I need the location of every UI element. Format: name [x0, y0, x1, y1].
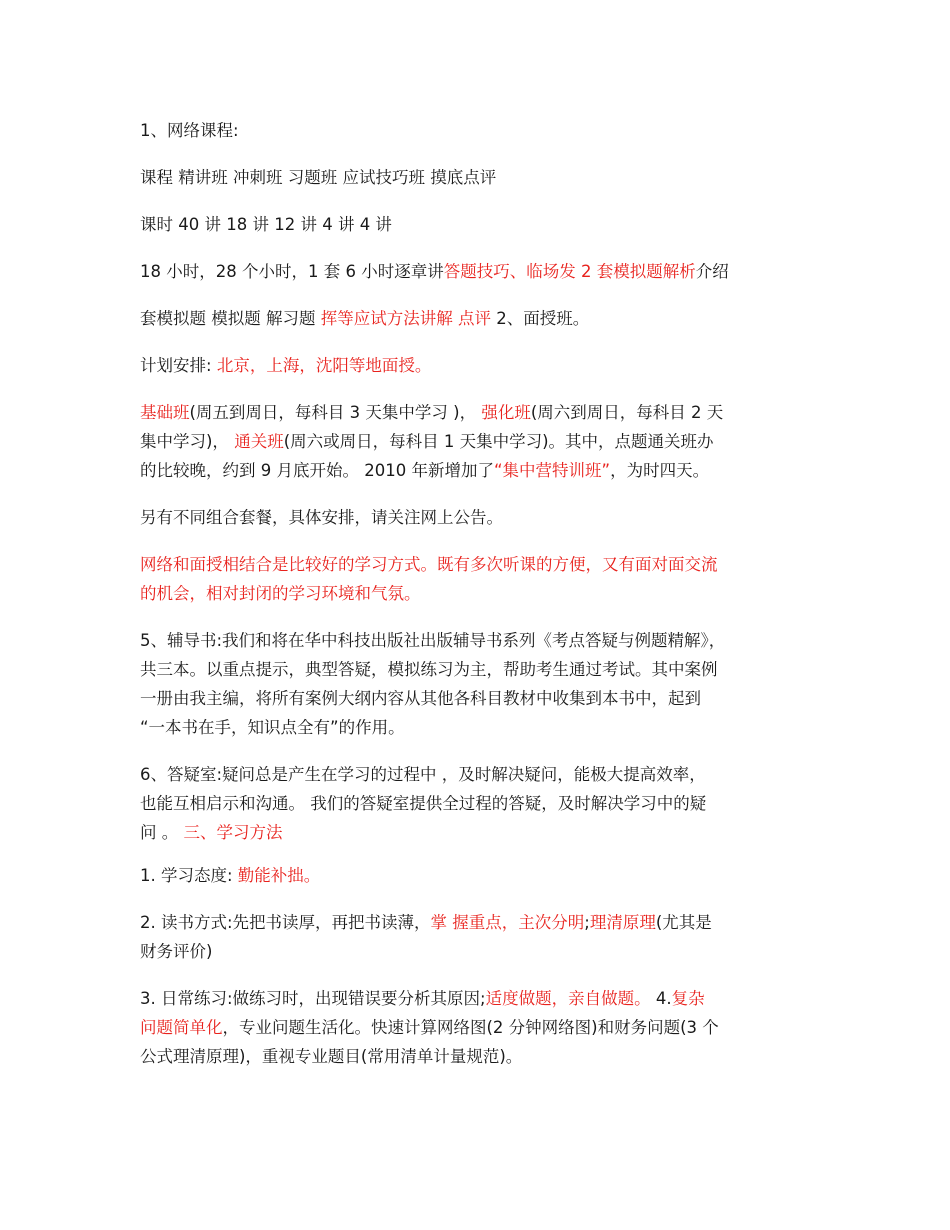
paragraph-line	[140, 456, 820, 485]
text-segment: 套模拟题 模拟题 解习题	[140, 309, 321, 328]
paragraph-line: 的机会，相对封闭的学习环境和气氛。	[140, 584, 421, 603]
text-segment: 介绍	[695, 262, 729, 281]
text-segment: 计划安排:	[140, 356, 217, 375]
course-hours-line	[140, 210, 820, 239]
highlight-text: 答题技巧、临场发 2 套模拟题解析	[443, 262, 696, 281]
course-detail-line-2	[140, 304, 820, 333]
qa-room-paragraph	[140, 760, 820, 847]
paragraph-line	[140, 398, 820, 427]
paragraph-line: 网络和面授相结合是比较好的学习方式。既有多次听课的方便，又有面对面交流	[140, 555, 718, 574]
text-segment: (周六或周日，每科目 1 天集中学习)。其中，点题通关班办	[283, 432, 714, 451]
text-segment: 集中学习)，	[140, 432, 235, 451]
section-heading-study-methods: 三、学习方法	[183, 823, 283, 842]
course-hours-text: 课时 40 讲 18 讲 12 讲 4 讲 4 讲	[140, 215, 392, 234]
schedule-plan	[140, 351, 820, 380]
text-segment: (尤其是	[655, 913, 712, 932]
highlight-text: 勤能补拙。	[237, 866, 321, 885]
paragraph-line	[140, 818, 820, 847]
course-types-text: 课程 精讲班 冲刺班 习题班 应试技巧班 摸底点评	[140, 168, 497, 187]
highlight-text: “集中营特训班”	[493, 461, 611, 480]
learning-mode-paragraph	[140, 550, 820, 608]
text-segment: (周六到周日，每科目 2 天	[530, 403, 724, 422]
paragraph-line	[140, 984, 820, 1013]
text-segment: 1. 学习态度:	[140, 866, 238, 885]
package-note	[140, 503, 820, 532]
highlight-text: 挥等应试方法讲解 点评	[320, 309, 491, 328]
paragraph-line: 一册由我主编，将所有案例大纲内容从其他各科目教材中收集到本书中，起到	[140, 689, 701, 708]
text-segment: 3. 日常练习:做练习时，出现错误要分析其原因;	[140, 989, 486, 1008]
highlight-text: 通关班	[234, 432, 284, 451]
course-types-line	[140, 163, 820, 192]
highlight-text: 问题简单化	[140, 1018, 223, 1037]
highlight-text: 北京，上海，沈阳等地面授。	[216, 356, 432, 375]
text-segment: ，专业问题生活化。快速计算网络图(2 分钟网络图)和财务问题(3 个	[222, 1018, 719, 1037]
paragraph-line: 6、答疑室:疑问总是产生在学习的过程中 ，及时解决疑问，能极大提高效率，	[140, 765, 706, 784]
highlight-text: 基础班	[140, 403, 190, 422]
text-segment: 4.	[650, 989, 672, 1008]
highlight-text: 复杂	[671, 989, 705, 1008]
class-types-paragraph	[140, 398, 820, 485]
text-segment: (周五到周日，每科目 3 天集中学习 )，	[189, 403, 482, 422]
text-segment: 问 。	[140, 823, 184, 842]
heading-text: 1、网络课程:	[140, 121, 239, 140]
text-segment: 18 小时，28 个小时，1 套 6 小时逐章讲	[140, 262, 444, 281]
text-segment: ，为时四天。	[610, 461, 710, 480]
heading-online-courses	[140, 116, 820, 145]
paragraph-line: 公式理清原理)，重视专业题目(常用清单计量规范)。	[140, 1047, 523, 1066]
paragraph-line: “一本书在手，知识点全有”的作用。	[140, 718, 405, 737]
daily-practice-paragraph	[140, 984, 820, 1071]
reading-method-paragraph	[140, 908, 820, 966]
highlight-text: 适度做题，亲自做题。	[485, 989, 651, 1008]
paragraph-line	[140, 908, 820, 937]
paragraph-line: 也能互相启示和沟通。 我们的答疑室提供全过程的答疑，及时解决学习中的疑	[140, 794, 707, 813]
text-segment: ;	[584, 913, 590, 932]
text-segment: 2、面授班。	[491, 309, 590, 328]
paragraph-line	[140, 1013, 820, 1042]
guide-books-paragraph	[140, 626, 820, 742]
course-detail-line	[140, 257, 820, 286]
text-segment: 2. 读书方式:先把书读厚，再把书读薄，	[140, 913, 431, 932]
study-attitude	[140, 861, 820, 890]
paragraph-line	[140, 427, 820, 456]
paragraph-line: 共三本。以重点提示，典型答疑，模拟练习为主，帮助考生通过考试。其中案例	[140, 660, 718, 679]
paragraph-line: 5、辅导书:我们和将在华中科技出版社出版辅导书系列《考点答疑与例题精解》，	[140, 631, 726, 650]
highlight-text: 理清原理	[589, 913, 656, 932]
highlight-text: 强化班	[481, 403, 531, 422]
highlight-text: 掌 握重点，主次分明	[430, 913, 585, 932]
text-segment: 另有不同组合套餐，具体安排，请关注网上公告。	[140, 508, 503, 527]
text-segment: 的比较晚，约到 9 月底开始。 2010 年新增加了	[140, 461, 494, 480]
paragraph-line: 财务评价)	[140, 942, 213, 961]
